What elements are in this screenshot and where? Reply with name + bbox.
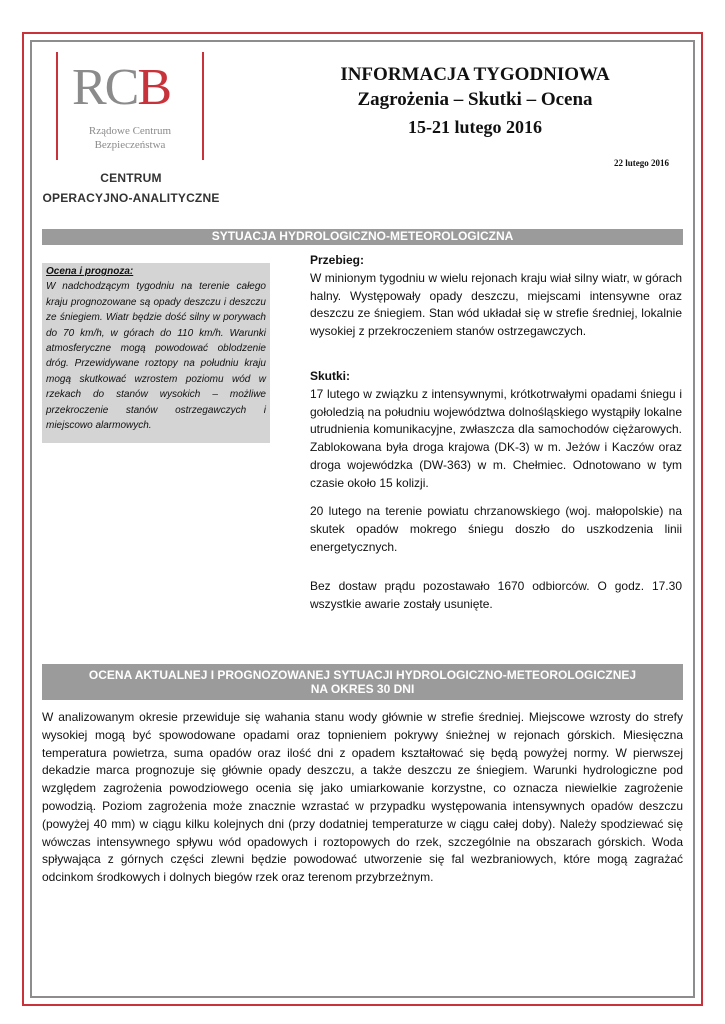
skutki-heading: Skutki: <box>310 369 351 383</box>
skutki-section <box>310 368 682 493</box>
skutki-paragraph-2: 20 lutego na terenie powiatu chrzanowskiego (woj. małopolskie) na skutek opadów mokrego śniegu doszło do uszkodzenia linii energetycznych. <box>310 504 682 554</box>
logo-subtitle-line2: Bezpieczeństwa <box>94 139 166 151</box>
logo-letter-red: B <box>137 59 171 116</box>
unit-line1: CENTRUM <box>100 171 162 185</box>
document-titles <box>285 62 665 141</box>
przebieg-text: W minionym tygodniu w wielu rejonach kraju wiał silny wiatr, w górach halny. Występowały opady deszczu, miejscami intensywne oraz deszczu ze śniegiem. Stan wód układał się w strefie średniej, lokalnie wysokiej z przekroczeniem stanów ostrzegawczych. <box>310 270 682 339</box>
rcb-logo <box>56 52 204 160</box>
skutki-paragraph-3: Bez dostaw prądu pozostawało 1670 odbiorców. O godz. 17.30 wszystkie awarie zostały usunięte. <box>310 579 682 611</box>
przebieg-section <box>310 252 682 341</box>
unit-line2: OPERACYJNO-ANALITYCZNE <box>42 191 220 205</box>
forecast-label: Ocena i prognoza: <box>46 266 134 277</box>
issue-date: 22 lutego 2016 <box>614 158 669 168</box>
logo-subtitle <box>56 124 204 152</box>
section2-title-line2: NA OKRES 30 DNI <box>310 682 415 696</box>
unit-name <box>40 168 222 208</box>
assessment-text: W analizowanym okresie przewiduje się wahania stanu wody głównie w strefie średniej. Miejscowe wzrosty do strefy wysokiej mogą być spowodowane opadami oraz topnieniem pokrywy śnieżnej w rejonach górskich. Miesięczna temperatura powietrza, suma opadów oraz ilość dni z opadem kształtować się będą powyżej normy. W pierwszej dekadzie marca prognozuje się głównie opady deszczu, a także deszczu ze śniegiem. Warunki hydrologiczne pod względem zagrożenia powodziowego ocenia się jako umiarkowanie korzystne, co oznacza niewielkie zagrożenie powodzią. Poziom zagrożenia może znacznie wzrastać w przypadku występowania intensywnych opadów deszczu (powyżej 40 mm) w ciągu kilku kolejnych dni (przy dodatniej temperaturze w ciągu całej doby). Należy spodziewać się wówczas intensywnego spływu wód opadowych i roztopowych do rzek, szczególnie na obszarach górskich. Woda spływająca z górnych części zlewni będzie powodować utworzenie się fal wezbraniowych, które mogą zagrażać odcinkom środkowych i dolnych biegów rzek oraz terenom przybrzeżnym. <box>42 710 683 885</box>
section-header-assessment <box>42 664 683 700</box>
przebieg-heading: Przebieg: <box>310 253 365 267</box>
report-period: 15-21 lutego 2016 <box>408 117 542 137</box>
document-title: INFORMACJA TYGODNIOWA <box>340 64 610 85</box>
logo-letters <box>72 58 170 118</box>
logo-subtitle-line1: Rządowe Centrum <box>88 125 172 137</box>
document-subtitle: Zagrożenia – Skutki – Ocena <box>357 89 593 110</box>
section2-title-line1: OCENA AKTUALNEJ I PROGNOZOWANEJ SYTUACJI HYDROLOGICZNO-METEOROLOGICZNEJ <box>88 668 637 682</box>
forecast-box <box>42 263 270 443</box>
section-header-hydro-meteo: SYTUACJA HYDROLOGICZNO-METEOROLOGICZNA <box>42 229 683 245</box>
skutki-text: 17 lutego w związku z intensywnymi, krótkotrwałymi opadami śniegu i gołoledzią na południu województwa dolnośląskiego wystąpiły lokalne utrudnienia komunikacyjne, zwłaszcza dla samochodów ciężarowych. Zablokowana była droga krajowa (DK-3) w m. Jeżów i Kaczów oraz droga wojewódzka (DW-363) w m. Chełmiec. Odnotowano w tym czasie około 15 kolizji. <box>310 386 682 490</box>
forecast-text: W nadchodzącym tygodniu na terenie całego kraju prognozowane są opady deszczu i deszczu ze śniegiem. Wiatr będzie dość silny w porywach do 70 km/h, w górach do 110 km/h. Warunki atmosferyczne mogą powodować oblodzenie dróg. Przewidywane roztopy na południu kraju mogą skutkować wzrostem poziomu wód w rzekach do stanów wysokich – możliwe przekroczenie stanów ostrzegawczych i miejscowo alarmowych. <box>46 281 266 432</box>
logo-letters-gray: RC <box>72 59 138 116</box>
